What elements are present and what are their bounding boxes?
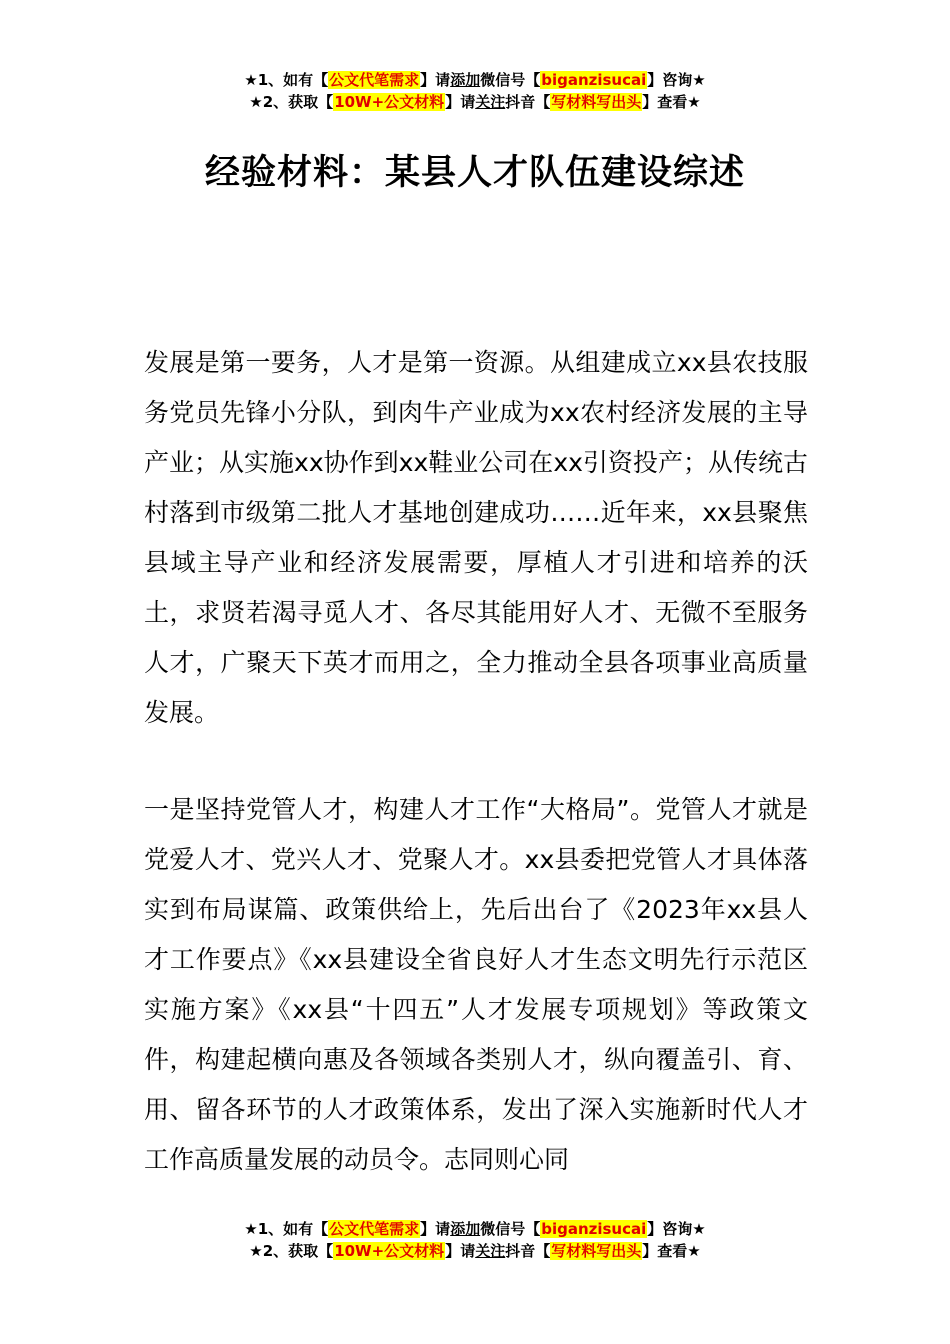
document-title: 经验材料：某县人才队伍建设综述 [204, 153, 745, 193]
banner-text: 】请 [445, 1242, 476, 1260]
banner-highlight: biganzisucai [541, 1220, 647, 1238]
banner-line-2 [0, 1240, 950, 1262]
banner-text: 】请 [420, 71, 451, 89]
banner-text: 抖音【 [505, 1242, 551, 1260]
header-banner [0, 69, 950, 113]
banner-line-1 [0, 69, 950, 91]
banner-text: ★2、获取【 [249, 1242, 334, 1260]
banner-text: ★1、如有【 [244, 1220, 329, 1238]
banner-highlight: 写材料写出头 [551, 93, 642, 111]
banner-emphasis: 关注 [475, 93, 506, 111]
banner-text: ★2、获取【 [249, 93, 334, 111]
banner-line-2 [0, 91, 950, 113]
banner-highlight: 公文代笔需求 [329, 71, 420, 89]
banner-emphasis: 添加 [450, 71, 481, 89]
banner-text: 】查看★ [642, 1242, 701, 1260]
banner-text: 微信号【 [480, 71, 541, 89]
banner-highlight: 10W+公文材料 [334, 93, 445, 111]
banner-highlight: 10W+公文材料 [334, 1242, 445, 1260]
footer-banner [0, 1218, 950, 1262]
banner-text: 】咨询★ [647, 71, 706, 89]
banner-highlight: biganzisucai [541, 71, 647, 89]
banner-text: 抖音【 [505, 93, 551, 111]
paragraph-intro: 发展是第一要务，人才是第一资源。从组建成立xx县农技服务党员先锋小分队，到肉牛产业成为xx农村经济发展的主导产业；从实施xx协作到xx鞋业公司在xx引资投产；从传统古村落到市级第二批人才基地创建成功……近年来，xx县聚焦县域主导产业和经济发展需要，厚植人才引进和培养的沃土，求贤若渴寻觅人才、各尽其能用好人才、无微不至服务人才，广聚天下英才而用之，全力推动全县各项事业高质量发展。 [144, 348, 808, 727]
banner-text: 】查看★ [642, 93, 701, 111]
banner-text: ★1、如有【 [244, 71, 329, 89]
paragraph-party-leadership: 一是坚持党管人才，构建人才工作“大格局”。党管人才就是党爱人才、党兴人才、党聚人才。xx县委把党管人才具体落实到布局谋篇、政策供给上，先后出台了《2023年xx县人才工作要点》《xx县建设全省良好人才生态文明先行示范区实施方案》《xx县“十四五”人才发展专项规划》等政策文件，构建起横向惠及各领域各类别人才，纵向覆盖引、育、用、留各环节的人才政策体系，发出了深入实施新时代人才工作高质量发展的动员令。志同则心同 [144, 795, 808, 1174]
banner-text: 】请 [445, 93, 476, 111]
banner-text: 】请 [420, 1220, 451, 1238]
banner-highlight: 公文代笔需求 [329, 1220, 420, 1238]
banner-highlight: 写材料写出头 [551, 1242, 642, 1260]
banner-text: 】咨询★ [647, 1220, 706, 1238]
banner-emphasis: 添加 [450, 1220, 481, 1238]
banner-text: 微信号【 [480, 1220, 541, 1238]
banner-emphasis: 关注 [475, 1242, 506, 1260]
banner-line-1 [0, 1218, 950, 1240]
